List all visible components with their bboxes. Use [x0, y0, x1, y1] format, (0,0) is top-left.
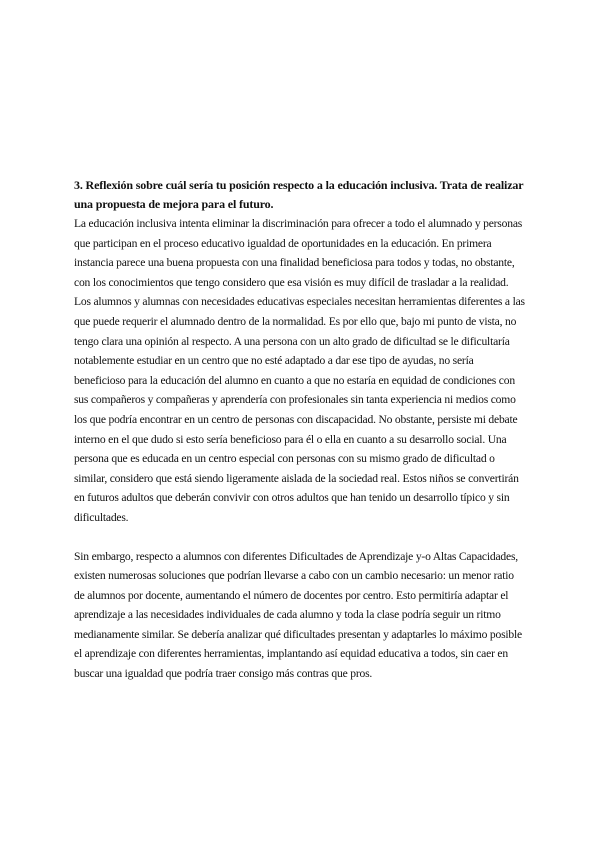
paragraph-spacer [74, 528, 526, 547]
paragraph-learning-difficulties: Sin embargo, respecto a alumnos con diferentes Dificultades de Aprendizaje y-o Altas Capacidades, existen numerosas soluciones que podrían llevarse a cabo con un cambio necesario: un menor ratio de alumnos por docente, aumentando el número de docentes por centro. Esto permitiría adaptar el aprendizaje a las necesidades individuales de cada alumno y toda la clase podría seguir un ritmo medianamente similar. Se debería analizar qué dificultades presentan y adaptarles lo máximo posible el aprendizaje con diferentes herramientas, implantando así equidad educativa a todos, sin caer en buscar una igualdad que podría traer consigo más contras que pros. [74, 549, 522, 681]
section-heading: 3. Reflexión sobre cuál sería tu posición respecto a la educación inclusiva. Trata de realizar una propuesta de mejora para el futuro. [74, 178, 524, 211]
paragraph-special-needs: Los alumnos y alumnas con necesidades educativas especiales necesitan herramientas diferentes a las que puede requerir el alumnado dentro de la normalidad. Es por ello que, bajo mi punto de vista, no tengo clara una opinión al respecto. A una persona con un alto grado de dificultad se le dificultaría notablemente estudiar en un centro que no esté adaptado a dar ese tipo de ayudas, no sería beneficioso para la educación del alumno en cuanto a que no estaría en equidad de condiciones con sus compañeros y compañeras y aprendería con profesionales sin tanta experiencia ni medios como los que podría encontrar en un centro de personas con discapacidad. No obstante, persiste mi debate interno en el que dudo si esto sería beneficioso para él o ella en cuanto a su desarrollo social. Una persona que es educada en un centro especial con personas con su mismo grado de dificultad o similar, considero que está siendo ligeramente aislada de la sociedad real. Estos niños se convertirán en futuros adultos que deberán convivir con otros adultos que han tenido un desarrollo típico y sin dificultades. [74, 295, 525, 524]
paragraph-inclusive-education: La educación inclusiva intenta eliminar la discriminación para ofrecer a todo el alumnado y personas que participan en el proceso educativo igualdad de oportunidades en la educación. En primera instancia parece una buena propuesta con una finalidad beneficiosa para todos y todas, no obstante, con los conocimientos que tengo considero que esa visión es muy difícil de trasladar a la realidad. [74, 217, 523, 289]
document-body [74, 176, 526, 684]
